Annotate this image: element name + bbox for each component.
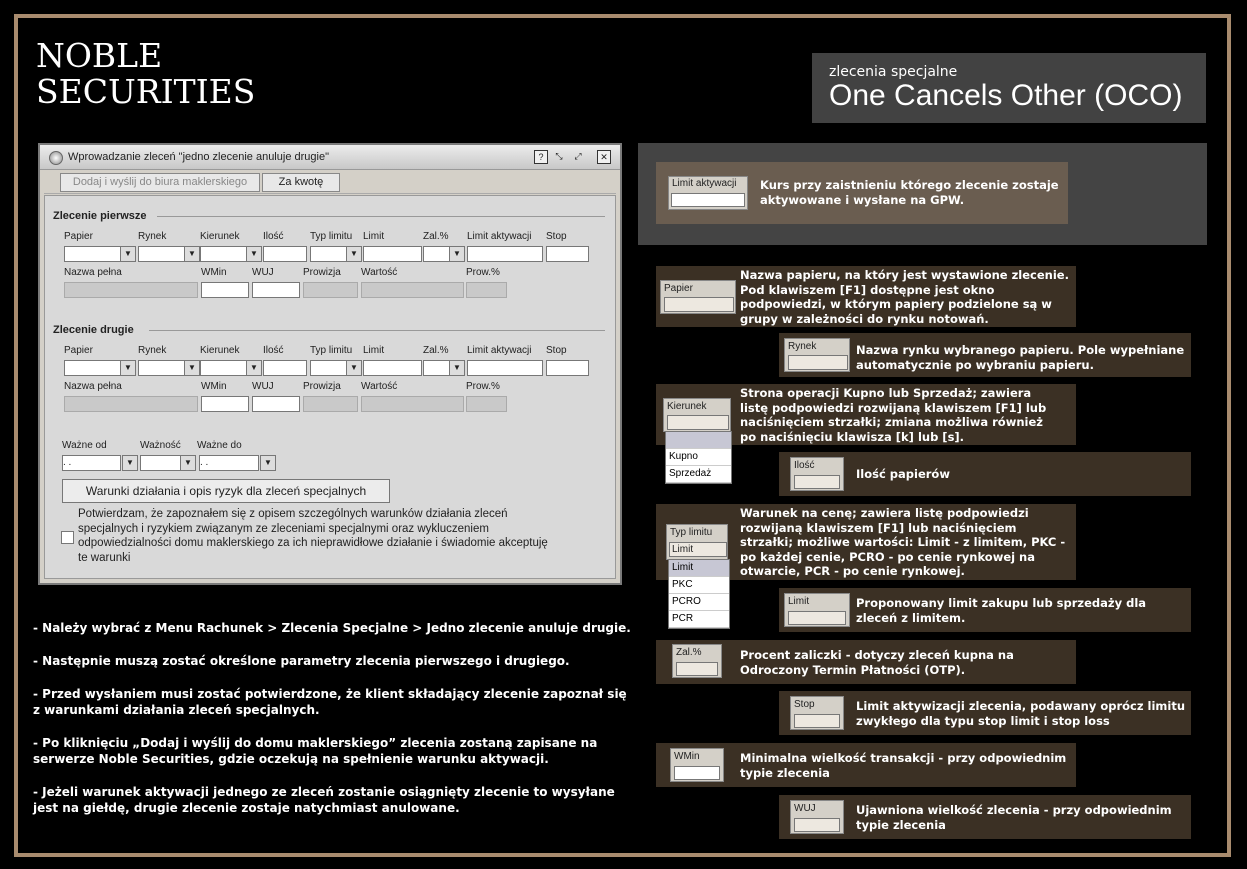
chevron-down-icon: ▼: [120, 247, 135, 261]
legend-text: Nazwa rynku wybranego papieru. Pole wypełniane automatycznie po wybraniu papieru.: [856, 343, 1185, 372]
ilosc-sample: [790, 457, 844, 491]
sample-label: Kierunek: [667, 401, 707, 412]
nazwa-pelna-field: [64, 282, 198, 298]
header-subtitle: zlecenia specjalne: [829, 64, 958, 80]
zal-select-2[interactable]: [423, 360, 465, 376]
instruction-item: - Należy wybrać z Menu Rachunek > Zlecenia Specjalne > Jedno zlecenie anuluje drugie.: [33, 621, 631, 635]
chevron-down-icon: ▼: [184, 247, 199, 261]
list-item: Kupno: [666, 449, 731, 466]
chevron-down-icon: ▼: [449, 361, 464, 375]
zal-label: Zal.%: [423, 345, 449, 356]
nazwa-pelna-label: Nazwa pełna: [64, 381, 122, 392]
typ-limitu-sample: [666, 524, 728, 560]
papier-sample: [660, 280, 736, 314]
limit-sample: [784, 593, 850, 627]
limit-input[interactable]: [363, 246, 422, 262]
restore-icon[interactable]: ⤢: [574, 151, 582, 161]
limit-aktywacji-label: Limit aktywacji: [467, 231, 532, 242]
sample-field: [788, 611, 846, 625]
by-amount-button[interactable]: Za kwotę: [262, 173, 340, 192]
list-item: PCRO: [669, 594, 729, 611]
sample-label: WUJ: [794, 803, 816, 814]
limit-input-2[interactable]: [363, 360, 422, 376]
chevron-down-icon: ▼: [346, 247, 361, 261]
sample-field: [794, 475, 840, 489]
prowizja-field: [303, 282, 358, 298]
sample-select: [667, 415, 729, 430]
header-title-box: [812, 53, 1206, 123]
instruction-item: - Następnie muszą zostać określone parametry zlecenia pierwszego i drugiego.: [33, 654, 570, 668]
legend-text: Procent zaliczki - dotyczy zleceń kupna na Odroczony Termin Płatności (OTP).: [740, 648, 1014, 677]
rynek-label: Rynek: [138, 231, 167, 242]
list-item: PCR: [669, 611, 729, 628]
activation-panel: [638, 143, 1207, 245]
order-entry-window: [38, 143, 622, 585]
waznosc-select[interactable]: [140, 455, 196, 471]
window-title: Wprowadzanie zleceń "jedno zlecenie anuluje drugie": [68, 151, 329, 163]
prowizja-label: Prowizja: [303, 381, 341, 392]
wmin-input-2[interactable]: [201, 396, 249, 412]
prow-field-2: [466, 396, 507, 412]
window-toolbar: [44, 171, 616, 194]
sample-label: Rynek: [788, 341, 817, 352]
ilosc-legend: [779, 452, 1191, 496]
wartosc-field-2: [361, 396, 464, 412]
legend-text: Ilość papierów: [856, 467, 950, 481]
list-item: Sprzedaż: [666, 466, 731, 483]
sample-label: Zal.%: [676, 647, 702, 658]
sample-label: Papier: [664, 283, 693, 294]
instruction-item: - Po kliknięciu „Dodaj i wyślij do domu maklerskiego” zlecenia zostaną zapisane na serwerze Noble Securities, gdzie oczekują na spełnienie warunku aktywacji.: [33, 736, 598, 766]
wazne-od-calendar-button[interactable]: [122, 455, 138, 471]
confirm-text: Potwierdzam, że zapoznałem się z opisem szczególnych warunków działania zleceń specjalnych i ryzykiem związanym ze zleceniami specjalnymi oraz wykluczeniem odpowiedzialności domu maklerskiego za ich nieprawidłowe działanie i świadomie akceptuję te warunki: [78, 508, 548, 564]
instruction-item: - Jeżeli warunek aktywacji jednego ze zleceń zostanie osiągnięty zlecenie to wysyłane jest na giełdę, drugie zlecenie zostaje natychmiast anulowane.: [33, 785, 615, 815]
typ-limitu-select-2[interactable]: [310, 360, 362, 376]
typ-limitu-label: Typ limitu: [310, 231, 353, 242]
section-divider: [157, 216, 605, 217]
zal-legend: [656, 640, 1076, 684]
limit-aktywacji-legend: [656, 162, 1068, 224]
papier-label: Papier: [64, 231, 93, 242]
window-status-icon: [49, 151, 63, 165]
wartosc-label: Wartość: [361, 267, 398, 278]
nazwa-pelna-field-2: [64, 396, 198, 412]
minimize-icon[interactable]: ⤡: [555, 151, 563, 161]
sample-label: Limit aktywacji: [672, 178, 737, 189]
sample-label: Stop: [794, 699, 815, 710]
papier-legend: [656, 266, 1076, 327]
limit-aktywacji-input[interactable]: [467, 246, 543, 262]
list-item: [666, 432, 731, 449]
chevron-down-icon: ▼: [123, 456, 137, 470]
prowizja-label: Prowizja: [303, 267, 341, 278]
wuj-input[interactable]: [252, 282, 300, 298]
wmin-sample: [670, 748, 724, 782]
zal-sample: [672, 644, 722, 678]
help-icon[interactable]: ?: [534, 150, 548, 164]
ilosc-input-2[interactable]: [263, 360, 307, 376]
typ-limitu-label: Typ limitu: [310, 345, 353, 356]
rynek-select[interactable]: [138, 246, 200, 262]
papier-select[interactable]: [64, 246, 136, 262]
legend-text: Kurs przy zaistnieniu którego zlecenie zostaje aktywowane i wysłane na GPW.: [760, 178, 1059, 207]
sample-select: [664, 297, 734, 312]
wmin-label: WMin: [201, 267, 227, 278]
kierunek-label: Kierunek: [200, 345, 240, 356]
sample-label: Ilość: [794, 460, 815, 471]
sample-field: [794, 714, 840, 728]
rynek-label: Rynek: [138, 345, 167, 356]
instruction-item: - Przed wysłaniem musi zostać potwierdzone, że klient składający zlecenie zapoznał się z warunkami działania zleceń specjalnych.: [33, 687, 627, 717]
wazne-do-input[interactable]: . .: [199, 455, 259, 471]
typ-limitu-select[interactable]: [310, 246, 362, 262]
prow-label: Prow.%: [466, 267, 500, 278]
sample-field: [671, 193, 745, 207]
rynek-sample: [784, 338, 850, 372]
ilosc-input[interactable]: [263, 246, 307, 262]
stop-input-2[interactable]: [546, 360, 589, 376]
wazne-do-calendar-button[interactable]: [260, 455, 276, 471]
typ-limitu-options-list: [668, 559, 730, 629]
prow-label: Prow.%: [466, 381, 500, 392]
prow-field: [466, 282, 507, 298]
sample-field: [674, 766, 720, 780]
chevron-down-icon: ▼: [246, 361, 261, 375]
nazwa-pelna-label: Nazwa pełna: [64, 267, 122, 278]
sample-label: WMin: [674, 751, 700, 762]
chevron-down-icon: ▼: [346, 361, 361, 375]
limit-label: Limit: [363, 231, 385, 242]
wmin-legend: [656, 743, 1076, 787]
legend-text: Ujawniona wielkość zlecenia - przy odpowiednim typie zlecenia: [856, 803, 1172, 832]
sample-field: [794, 818, 840, 832]
kierunek-sample: [663, 398, 731, 432]
wuj-label: WUJ: [252, 381, 274, 392]
sample-select: Limit: [669, 542, 727, 557]
wuj-sample: [790, 800, 844, 834]
list-item: Limit: [669, 560, 729, 577]
legend-text: Proponowany limit zakupu lub sprzedaży dla zleceń z limitem.: [856, 596, 1147, 625]
list-item: PKC: [669, 577, 729, 594]
chevron-down-icon: ▼: [120, 361, 135, 375]
second-order-heading: Zlecenie drugie: [53, 324, 134, 336]
papier-label: Papier: [64, 345, 93, 356]
order-form: [44, 195, 616, 579]
waznosc-label: Ważność: [140, 440, 181, 451]
close-icon[interactable]: ✕: [597, 150, 611, 164]
ilosc-label: Ilość: [263, 231, 284, 242]
ilosc-label: Ilość: [263, 345, 284, 356]
stop-input[interactable]: [546, 246, 589, 262]
kierunek-options-list: [665, 431, 732, 484]
section-divider: [149, 330, 605, 331]
limit-aktywacji-input-2[interactable]: [467, 360, 543, 376]
wazne-od-label: Ważne od: [62, 440, 107, 451]
conditions-button[interactable]: Warunki działania i opis ryzyk dla zleceń specjalnych: [62, 479, 390, 503]
kierunek-select-2[interactable]: [200, 360, 262, 376]
wartosc-label: Wartość: [361, 381, 398, 392]
sample-label: Limit: [788, 596, 810, 607]
wuj-label: WUJ: [252, 267, 274, 278]
limit-aktywacji-sample: [668, 176, 748, 210]
sample-select: [676, 662, 718, 676]
stop-label: Stop: [546, 345, 567, 356]
limit-aktywacji-label: Limit aktywacji: [467, 345, 532, 356]
send-order-button[interactable]: Dodaj i wyślij do biura maklerskiego: [60, 173, 260, 192]
header-title: One Cancels Other (OCO): [829, 79, 1183, 112]
zal-select[interactable]: [423, 246, 465, 262]
logo-line-1: NOBLE: [36, 36, 163, 75]
prowizja-field-2: [303, 396, 358, 412]
wuj-legend: [779, 795, 1191, 839]
chevron-down-icon: ▼: [180, 456, 195, 470]
rynek-legend: [779, 333, 1191, 377]
legend-text: Warunek na cenę; zawiera listę podpowiedzi rozwijaną klawiszem [F1] lub naciśnięciem strzałki; możliwe wartości: Limit - z limitem, PKC - po każdej cenie, PCRO - po cenie rynkowej na otwarcie, PCR - po cenie rynkowej.: [740, 506, 1066, 578]
legend-text: Minimalna wielkość transakcji - przy odpowiednim typie zlecenia: [740, 751, 1067, 780]
wazne-od-input[interactable]: . .: [62, 455, 121, 471]
legend-text: Strona operacji Kupno lub Sprzedaż; zawiera listę podpowiedzi rozwijaną klawiszem [F1] lub naciśnięciem strzałki; zmiana możliwa również po naciśnięciu klawisza [k] lub [s].: [740, 386, 1047, 444]
wazne-do-label: Ważne do: [197, 440, 242, 451]
logo-line-2: SECURITIES: [36, 72, 256, 111]
limit-legend: [779, 588, 1191, 632]
chevron-down-icon: ▼: [184, 361, 199, 375]
window-titlebar[interactable]: [40, 145, 620, 170]
first-order-heading: Zlecenie pierwsze: [53, 210, 147, 222]
stop-legend: [779, 691, 1191, 735]
legend-text: Limit aktywizacji zlecenia, podawany oprócz limitu zwykłego dla typu stop limit i stop loss: [856, 699, 1186, 728]
stop-label: Stop: [546, 231, 567, 242]
rynek-select-2[interactable]: [138, 360, 200, 376]
kierunek-select[interactable]: [200, 246, 262, 262]
chevron-down-icon: ▼: [261, 456, 275, 470]
papier-select-2[interactable]: [64, 360, 136, 376]
chevron-down-icon: ▼: [246, 247, 261, 261]
kierunek-label: Kierunek: [200, 231, 240, 242]
wmin-label: WMin: [201, 381, 227, 392]
sample-select: [788, 355, 848, 370]
instructions: [33, 620, 633, 833]
noble-securities-logo: [36, 38, 255, 110]
stop-sample: [790, 696, 844, 730]
confirm-checkbox[interactable]: [61, 531, 74, 544]
wmin-input[interactable]: [201, 282, 249, 298]
wuj-input-2[interactable]: [252, 396, 300, 412]
sample-label: Typ limitu: [670, 527, 713, 538]
wartosc-field: [361, 282, 464, 298]
legend-text: Nazwa papieru, na który jest wystawione zlecenie. Pod klawiszem [F1] dostępne jest okno podpowiedzi, w którym papiery podzielone są w grupy w zależności do rynku notowań.: [740, 268, 1069, 326]
chevron-down-icon: ▼: [449, 247, 464, 261]
limit-label: Limit: [363, 345, 385, 356]
zal-label: Zal.%: [423, 231, 449, 242]
